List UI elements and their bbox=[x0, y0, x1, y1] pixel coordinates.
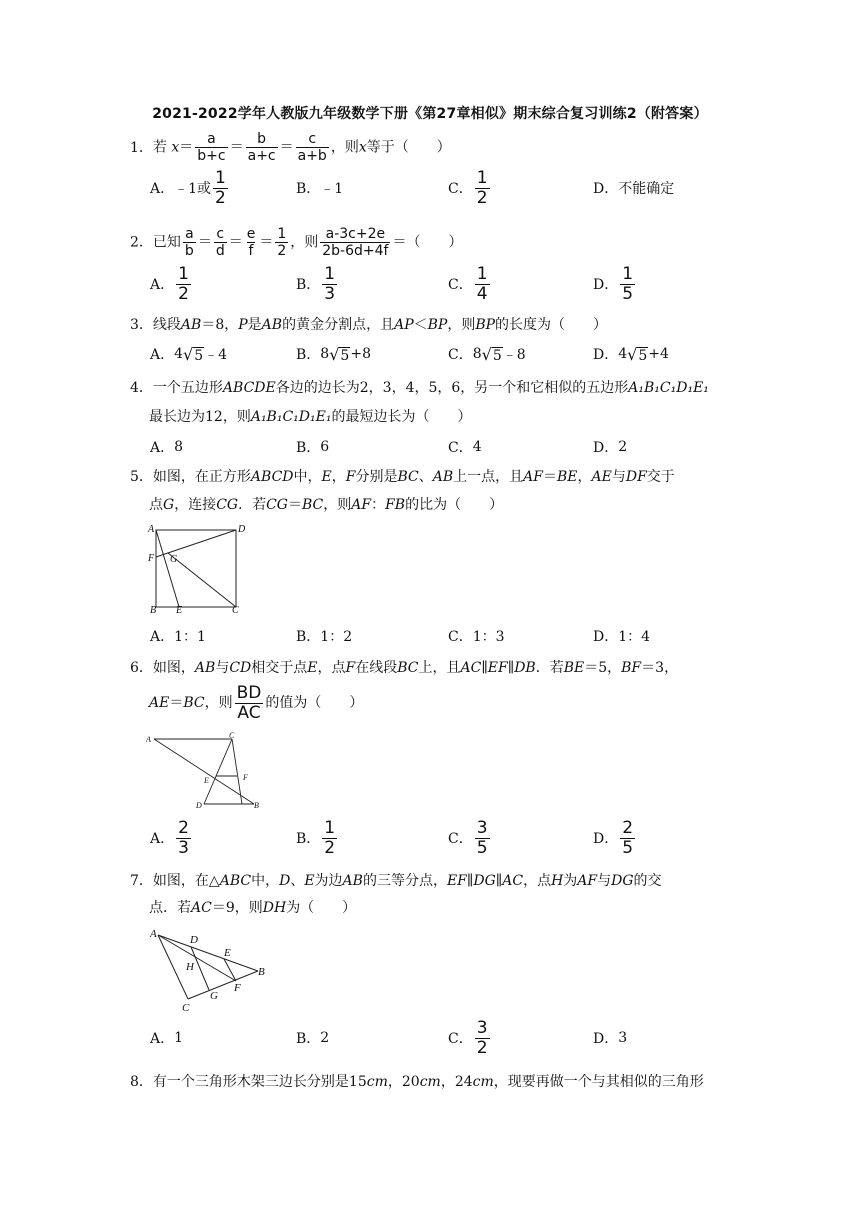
option-b[interactable]: B． 8 √ 5 +8 bbox=[296, 344, 371, 364]
question-8-line-1: 8．有一个三角形木架三边长分别是15cm，20cm，24cm，现要再做一个与其相似的三角形 bbox=[130, 1074, 704, 1090]
label-g: G bbox=[210, 990, 218, 1002]
question-4-options bbox=[150, 432, 750, 462]
option-a[interactable]: A． 8 bbox=[150, 439, 184, 456]
option-c[interactable]: C． $\frac{1}{4}$ bbox=[448, 263, 488, 304]
option-d[interactable]: D． 3 bbox=[593, 1030, 628, 1047]
question-6-line-1: 6．如图，AB与CD相交于点E，点F在线段BC上，且AC∥EF∥DB．若BE＝5，BF＝3， bbox=[130, 660, 679, 676]
option-b[interactable]: B． $\frac{1}{3}$ bbox=[296, 263, 336, 304]
option-a[interactable]: A． 4 √ 5 ﹣4 bbox=[150, 344, 228, 364]
label-c: C bbox=[232, 605, 239, 614]
question-4-line-2: 最长边为12，则A₁B₁C₁D₁E₁的最短边长为（ ） bbox=[149, 409, 472, 425]
option-c[interactable]: C． 4 bbox=[448, 439, 482, 456]
fraction: $\frac{c}{a+b}$ bbox=[297, 131, 327, 164]
question-3-stem: 3．线段AB＝8，P是AB的黄金分割点，且AP＜BP，则BP的长度为（ ） bbox=[130, 317, 608, 333]
option-a[interactable]: A． $\frac{1}{2}$ bbox=[150, 263, 189, 304]
option-d[interactable]: D． $\frac{1}{5}$ bbox=[593, 263, 634, 304]
question-2-options bbox=[150, 264, 750, 304]
option-d[interactable]: D． 4 √ 5 +4 bbox=[593, 344, 669, 364]
option-c[interactable]: C． $\frac{3}{5}$ bbox=[448, 817, 488, 858]
question-7-figure bbox=[146, 925, 276, 1013]
label-h: H bbox=[186, 961, 194, 973]
label-b: B bbox=[258, 966, 265, 978]
option-c[interactable]: C． $\frac{1}{2}$ bbox=[448, 167, 488, 208]
option-c[interactable]: C． $\frac{3}{2}$ bbox=[448, 1017, 488, 1058]
fraction: $\frac{a}{b+c}$ bbox=[197, 131, 226, 164]
question-1-options bbox=[150, 168, 750, 208]
label-b: B bbox=[254, 801, 259, 810]
question-2-stem: 2．已知 $\frac{a}{b}$ ＝ $\frac{c}{d}$ ＝ $\frac{e}{f}$ ＝ $\frac{1}{2}$ ，则 $\frac{a-3c+2e}{2b-6d+4f}$ ＝（ ） bbox=[130, 226, 463, 259]
fraction: $\frac{b}{a+c}$ bbox=[247, 131, 276, 164]
question-4-line-1: 4．一个五边形ABCDE各边的边长为2，3，4，5，6，另一个和它相似的五边形A₁B₁C₁D₁E₁ bbox=[130, 380, 709, 396]
question-6-options bbox=[150, 818, 750, 858]
question-5-figure bbox=[146, 522, 246, 614]
option-a[interactable]: A． ﹣1或 $\frac{1}{2}$ bbox=[150, 167, 226, 208]
label-e: E bbox=[176, 605, 183, 614]
label-e: E bbox=[224, 947, 231, 959]
question-7-line-1: 7．如图，在△ABC中，D、E为边AB的三等分点，EF∥DG∥AC，点H为AF与DG的交 bbox=[130, 873, 662, 889]
option-b[interactable]: B． 2 bbox=[296, 1030, 330, 1047]
label-a: A bbox=[148, 524, 155, 535]
label-e: E bbox=[204, 776, 209, 785]
option-d[interactable]: D． 不能确定 bbox=[593, 181, 675, 197]
option-a[interactable]: A． $\frac{2}{3}$ bbox=[150, 817, 189, 858]
option-b[interactable]: B． 1：2 bbox=[296, 629, 353, 645]
question-3-options bbox=[150, 339, 750, 369]
label-f: F bbox=[234, 982, 241, 994]
label-d: D bbox=[196, 801, 202, 810]
label-a: A bbox=[150, 928, 157, 940]
option-d[interactable]: D． 1：4 bbox=[593, 629, 651, 645]
question-1-stem: 1．若 x＝ $\frac{a}{b+c}$ ＝ $\frac{b}{a+c}$ ＝ $\frac{c}{a+b}$ ，则x等于（ ） bbox=[130, 131, 451, 164]
label-a: A bbox=[146, 735, 151, 744]
document-title: 2021-2022学年人教版九年级数学下册《第27章相似》期末综合复习训练2（附答案） bbox=[152, 106, 708, 122]
question-5-line-2: 点G，连接CG．若CG＝BC，则AF：FB的比为（ ） bbox=[149, 497, 504, 513]
question-7-line-2: 点．若AC＝9，则DH为（ ） bbox=[149, 900, 357, 916]
question-6-line-2: AE ＝ BC ，则 $\frac{BD}{AC}$ 的值为（ ） bbox=[149, 682, 364, 723]
option-b[interactable]: B． ﹣1 bbox=[296, 181, 344, 197]
label-b: B bbox=[150, 605, 157, 614]
label-g: G bbox=[170, 554, 178, 565]
label-c: C bbox=[229, 731, 235, 740]
option-c[interactable]: C． 8 √ 5 ﹣8 bbox=[448, 344, 526, 364]
label-c: C bbox=[182, 1002, 190, 1013]
option-d[interactable]: D． $\frac{2}{5}$ bbox=[593, 817, 634, 858]
option-b[interactable]: B． 6 bbox=[296, 439, 330, 456]
label-d: D bbox=[190, 934, 198, 946]
option-a[interactable]: A． 1 bbox=[150, 1030, 184, 1047]
question-7-options bbox=[150, 1018, 750, 1058]
question-6-figure bbox=[146, 728, 266, 810]
option-c[interactable]: C． 1：3 bbox=[448, 629, 505, 645]
option-d[interactable]: D． 2 bbox=[593, 439, 628, 456]
label-f: F bbox=[148, 553, 155, 564]
option-a[interactable]: A． 1：1 bbox=[150, 629, 206, 645]
question-5-line-1: 5．如图，在正方形ABCD中，E，F分别是BC、AB上一点，且AF＝BE，AE与DF交于 bbox=[130, 469, 675, 485]
label-d: D bbox=[238, 524, 246, 535]
label-f: F bbox=[243, 773, 248, 782]
question-5-options bbox=[150, 622, 750, 650]
option-b[interactable]: B． $\frac{1}{2}$ bbox=[296, 817, 336, 858]
